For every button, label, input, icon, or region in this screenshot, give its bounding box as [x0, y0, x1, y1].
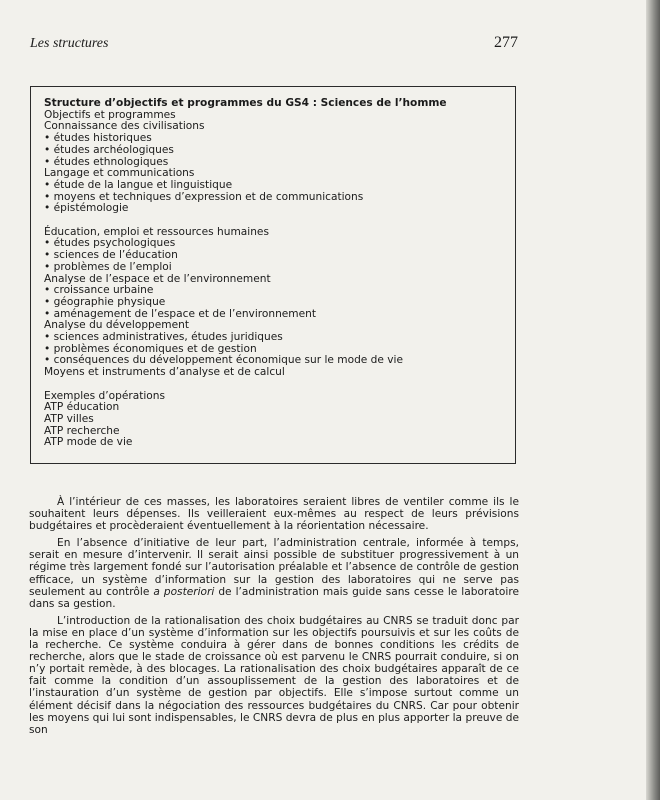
example-item: ATP villes — [44, 412, 94, 425]
heading-language: Langage et communications — [44, 167, 195, 180]
example-item: ATP recherche — [44, 424, 120, 437]
bullet-item: • aménagement de l’espace et de l’environnement — [44, 309, 504, 321]
heading-space: Analyse de l’espace et de l’environnement — [44, 272, 271, 285]
bullet-item: • épistémologie — [44, 203, 504, 215]
heading-development: Analyse du développement — [44, 319, 190, 332]
body-text — [29, 496, 519, 741]
heading-civilisations: Connaissance des civilisations — [44, 120, 205, 133]
blank-line — [44, 215, 504, 227]
box-title: Structure d’objectifs et programmes du GS4 : Sciences de l’homme — [44, 97, 447, 109]
paragraph-2 — [29, 537, 519, 610]
paragraph-3: L’introduction de la rationalisation des choix budgétaires au CNRS se traduit donc par la mise en place d’un système d’information sur les objectifs poursuivis et sur les coûts de la recherche. Ce système conduira à gérer dans de bonnes conditions les crédits de recherche, alors que le stade de croissance où est parvenu le CNRS pourrait conduire, si on n’y portait remède, à des blocages. La rationalisation des choix budgétaires apparaît de ce fait comme la condition d’un assouplissement de la gestion des laboratoires et de l’instauration d’un système de gestion par objectifs. Elle s’impose surtout comme un élément décisif dans la négociation des ressources budgétaires du CNRS. Car pour obtenir les moyens qui lui sont indispensables, le CNRS devra de plus en plus apporter la preuve de son — [29, 614, 519, 736]
heading-education: Éducation, emploi et ressources humaines — [44, 225, 269, 238]
page-number: 277 — [494, 34, 518, 51]
bullet-item: • moyens et techniques d’expression et de communications — [44, 192, 504, 204]
bullet-item: • étude de la langue et linguistique — [44, 180, 504, 192]
paragraph-1: À l’intérieur de ces masses, les laboratoires seraient libres de ventiler comme ils le souhaitent leurs dépenses. Ils veilleraient eux-mêmes au respect de leurs prévisions budgétaires et procèderaient éventuellement à la réorientation nécessaire. — [29, 496, 519, 533]
example-item: ATP mode de vie — [44, 436, 133, 449]
example-item: ATP éducation — [44, 401, 120, 414]
programme-structure-list — [44, 98, 504, 449]
blank-line — [44, 379, 504, 391]
bullet-item: • croissance urbaine — [44, 285, 504, 297]
bullet-item: • conséquences du développement économique sur le mode de vie — [44, 355, 504, 367]
running-head: Les structures — [30, 36, 109, 51]
heading-examples: Exemples d’opérations — [44, 389, 166, 402]
paragraph-2-part-a: En l’absence d’initiative de leur part, l’administration centrale, informée à temps, serait en mesure d’intervenir. Il serait ainsi possible de substituer progressivement à un régime très largement fondé sur l’autorisation préalable et l’absence de contrôle de gestion efficace, un système d’information sur la gestion des laboratoires qui ne serve pas seulement au contrôle — [29, 537, 519, 598]
bullet-item: • études ethnologiques — [44, 157, 504, 169]
paragraph-2-part-b: de l’administration mais guide sans cesse le laboratoire dans sa gestion. — [29, 585, 519, 610]
page-header — [30, 36, 518, 56]
bullet-item: • problèmes de l’emploi — [44, 262, 504, 274]
bullet-item: • études historiques — [44, 133, 504, 145]
programme-structure-box — [30, 86, 516, 464]
heading-objectives: Objectifs et programmes — [44, 108, 176, 121]
heading-tools: Moyens et instruments d’analyse et de calcul — [44, 366, 285, 379]
bullet-item: • études psychologiques — [44, 238, 504, 250]
bullet-item: • problèmes économiques et de gestion — [44, 344, 504, 356]
bullet-item: • études archéologiques — [44, 145, 504, 157]
bullet-item: • sciences de l’éducation — [44, 250, 504, 262]
paragraph-2-emphasis: a posteriori — [153, 585, 215, 598]
scan-edge-shadow — [646, 0, 660, 800]
bullet-item: • sciences administratives, études juridiques — [44, 332, 504, 344]
bullet-item: • géographie physique — [44, 297, 504, 309]
